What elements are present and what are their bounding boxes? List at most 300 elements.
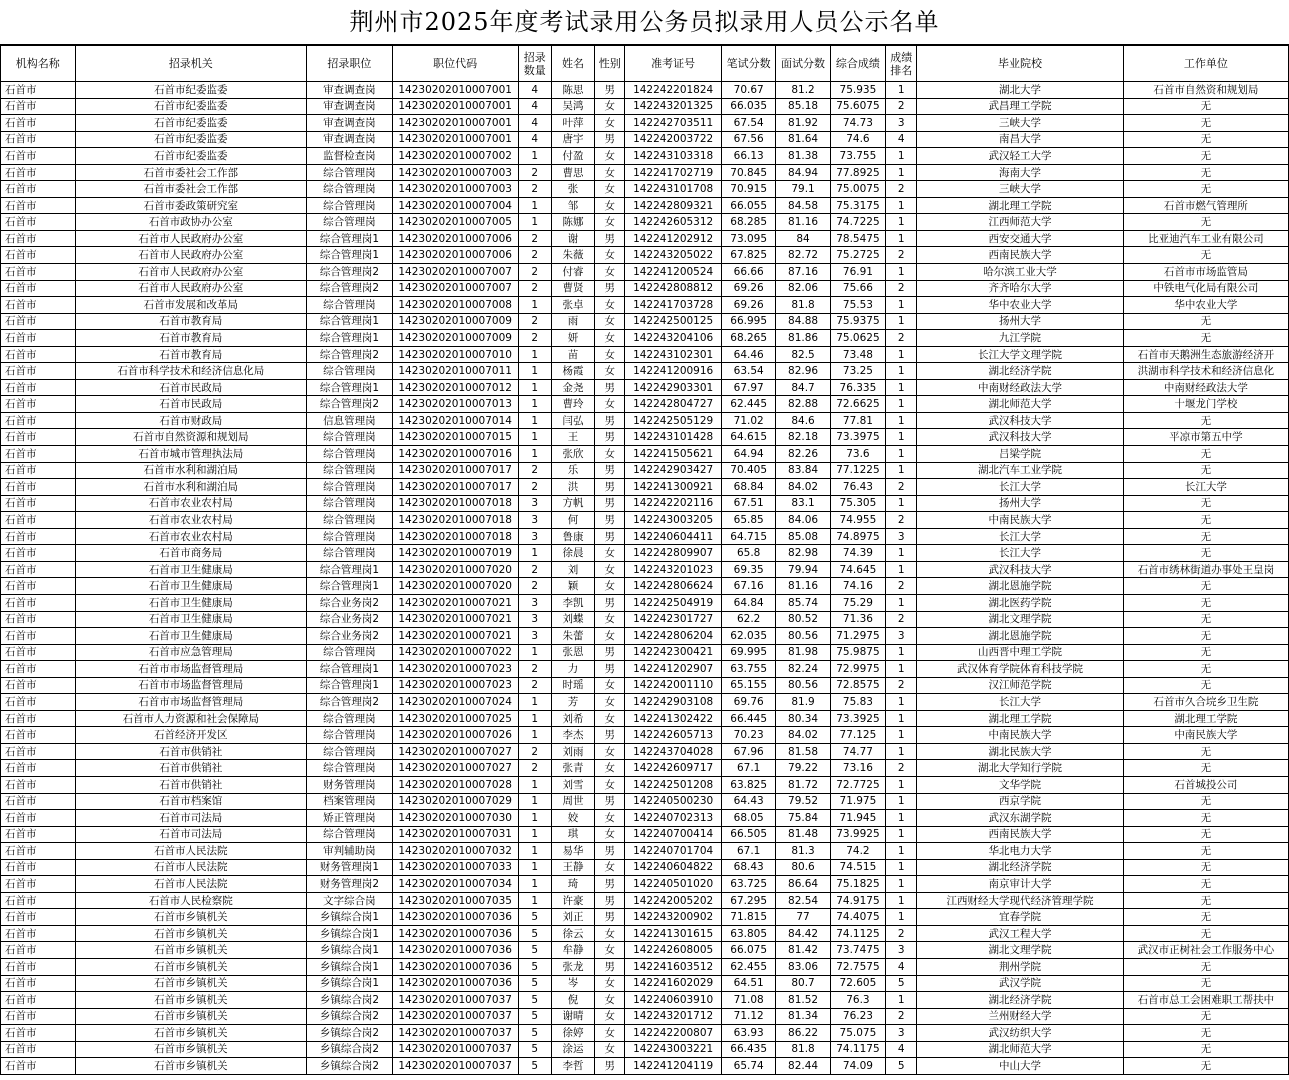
cell-position: 综合业务岗2 xyxy=(307,611,393,628)
cell-name: 朱薇 xyxy=(551,247,594,264)
cell-school: 江西师范大学 xyxy=(917,214,1123,231)
cell-written-score: 68.265 xyxy=(721,330,775,347)
cell-total-score: 73.48 xyxy=(830,346,885,363)
cell-position: 综合管理岗1 xyxy=(307,561,393,578)
cell-written-score: 66.445 xyxy=(721,710,775,727)
cell-gender: 男 xyxy=(595,892,625,909)
cell-written-score: 70.23 xyxy=(721,727,775,744)
table-row xyxy=(1,776,1289,793)
cell-gender: 女 xyxy=(595,578,625,595)
cell-recruiting-org: 石首市人民政府办公室 xyxy=(75,264,307,281)
cell-position-code: 14230202010007023 xyxy=(392,661,518,678)
cell-position: 综合管理岗 xyxy=(307,363,393,380)
cell-position: 监督检查岗 xyxy=(307,148,393,165)
cell-exam-id: 142242903301 xyxy=(625,379,722,396)
cell-position: 综合管理岗 xyxy=(307,710,393,727)
cell-position: 综合管理岗 xyxy=(307,479,393,496)
cell-total-score: 74.9175 xyxy=(830,892,885,909)
cell-total-score: 78.5475 xyxy=(830,230,885,247)
cell-name: 妍 xyxy=(551,330,594,347)
cell-gender: 男 xyxy=(595,594,625,611)
cell-position-code: 14230202010007018 xyxy=(392,495,518,512)
cell-exam-id: 142241202907 xyxy=(625,661,722,678)
cell-interview-score: 87.16 xyxy=(776,264,830,281)
cell-gender: 女 xyxy=(595,677,625,694)
cell-position-code: 14230202010007013 xyxy=(392,396,518,413)
cell-name: 刘希 xyxy=(551,710,594,727)
cell-quota: 2 xyxy=(518,661,551,678)
cell-gender: 男 xyxy=(595,512,625,529)
cell-position: 审查调查岗 xyxy=(307,82,393,99)
cell-interview-score: 85.74 xyxy=(776,594,830,611)
table-row xyxy=(1,429,1289,446)
cell-total-score: 75.1825 xyxy=(830,876,885,893)
cell-school: 湖北文理学院 xyxy=(917,942,1123,959)
cell-school: 湖北经济学院 xyxy=(917,992,1123,1009)
cell-position: 综合管理岗 xyxy=(307,760,393,777)
cell-recruiting-org: 石首市人力资源和社会保障局 xyxy=(75,710,307,727)
col-header-gender: 性别 xyxy=(595,46,625,82)
cell-exam-id: 142243201325 xyxy=(625,98,722,115)
cell-position-code: 14230202010007022 xyxy=(392,644,518,661)
cell-total-score: 75.305 xyxy=(830,495,885,512)
cell-position-code: 14230202010007010 xyxy=(392,346,518,363)
cell-rank: 2 xyxy=(886,479,917,496)
cell-quota: 1 xyxy=(518,379,551,396)
table-row xyxy=(1,1041,1289,1058)
cell-quota: 1 xyxy=(518,859,551,876)
cell-recruiting-org: 石首市人民检察院 xyxy=(75,892,307,909)
cell-name: 张龙 xyxy=(551,958,594,975)
cell-rank: 2 xyxy=(886,760,917,777)
cell-rank: 1 xyxy=(886,82,917,99)
cell-position-code: 14230202010007004 xyxy=(392,197,518,214)
cell-gender: 女 xyxy=(595,992,625,1009)
cell-workplace: 无 xyxy=(1123,115,1288,132)
cell-position-code: 14230202010007034 xyxy=(392,876,518,893)
cell-total-score: 75.9375 xyxy=(830,313,885,330)
cell-agency: 石首市 xyxy=(1,264,76,281)
cell-workplace: 无 xyxy=(1123,545,1288,562)
cell-position: 综合管理岗1 xyxy=(307,330,393,347)
cell-agency: 石首市 xyxy=(1,379,76,396)
cell-quota: 1 xyxy=(518,446,551,463)
cell-recruiting-org: 石首市乡镇机关 xyxy=(75,925,307,942)
cell-interview-score: 81.52 xyxy=(776,992,830,1009)
cell-school: 湖北医药学院 xyxy=(917,594,1123,611)
cell-position: 综合管理岗 xyxy=(307,181,393,198)
cell-workplace: 无 xyxy=(1123,164,1288,181)
cell-name: 张卓 xyxy=(551,297,594,314)
cell-position: 综合管理岗1 xyxy=(307,313,393,330)
cell-gender: 男 xyxy=(595,412,625,429)
cell-workplace: 无 xyxy=(1123,462,1288,479)
cell-agency: 石首市 xyxy=(1,131,76,148)
table-row xyxy=(1,313,1289,330)
cell-agency: 石首市 xyxy=(1,793,76,810)
cell-position: 财务管理岗 xyxy=(307,776,393,793)
cell-interview-score: 82.98 xyxy=(776,545,830,562)
cell-rank: 1 xyxy=(886,462,917,479)
table-row xyxy=(1,247,1289,264)
cell-gender: 女 xyxy=(595,1008,625,1025)
cell-agency: 石首市 xyxy=(1,214,76,231)
cell-rank: 1 xyxy=(886,545,917,562)
cell-school: 南昌大学 xyxy=(917,131,1123,148)
cell-position-code: 14230202010007006 xyxy=(392,247,518,264)
table-row xyxy=(1,82,1289,99)
cell-written-score: 68.43 xyxy=(721,859,775,876)
cell-position: 综合管理岗 xyxy=(307,495,393,512)
cell-name: 张青 xyxy=(551,760,594,777)
table-row xyxy=(1,611,1289,628)
cell-name: 徐云 xyxy=(551,925,594,942)
cell-written-score: 64.84 xyxy=(721,594,775,611)
cell-quota: 3 xyxy=(518,594,551,611)
cell-gender: 女 xyxy=(595,330,625,347)
cell-written-score: 64.43 xyxy=(721,793,775,810)
cell-rank: 3 xyxy=(886,942,917,959)
cell-quota: 5 xyxy=(518,1008,551,1025)
cell-quota: 5 xyxy=(518,1025,551,1042)
cell-written-score: 63.54 xyxy=(721,363,775,380)
cell-written-score: 69.26 xyxy=(721,297,775,314)
cell-position-code: 14230202010007021 xyxy=(392,611,518,628)
cell-rank: 1 xyxy=(886,826,917,843)
cell-school: 武汉科技大学 xyxy=(917,561,1123,578)
cell-written-score: 64.46 xyxy=(721,346,775,363)
col-header-rank: 成绩排名 xyxy=(886,46,917,82)
cell-quota: 1 xyxy=(518,793,551,810)
cell-rank: 4 xyxy=(886,1041,917,1058)
cell-agency: 石首市 xyxy=(1,743,76,760)
cell-gender: 女 xyxy=(595,710,625,727)
table-row xyxy=(1,561,1289,578)
cell-interview-score: 84.58 xyxy=(776,197,830,214)
cell-agency: 石首市 xyxy=(1,280,76,297)
table-row xyxy=(1,330,1289,347)
cell-agency: 石首市 xyxy=(1,810,76,827)
cell-position-code: 14230202010007028 xyxy=(392,776,518,793)
cell-rank: 3 xyxy=(886,115,917,132)
cell-position-code: 14230202010007001 xyxy=(392,98,518,115)
cell-total-score: 72.7725 xyxy=(830,776,885,793)
cell-position-code: 14230202010007007 xyxy=(392,264,518,281)
cell-total-score: 71.945 xyxy=(830,810,885,827)
cell-gender: 女 xyxy=(595,1041,625,1058)
cell-written-score: 71.815 xyxy=(721,909,775,926)
cell-exam-id: 142243102301 xyxy=(625,346,722,363)
cell-workplace: 无 xyxy=(1123,925,1288,942)
cell-quota: 1 xyxy=(518,214,551,231)
cell-school: 兰州财经大学 xyxy=(917,1008,1123,1025)
cell-quota: 3 xyxy=(518,628,551,645)
cell-school: 武汉科技大学 xyxy=(917,412,1123,429)
col-header-workplace: 工作单位 xyxy=(1123,46,1288,82)
cell-workplace: 无 xyxy=(1123,909,1288,926)
col-header-total-score: 综合成绩 xyxy=(830,46,885,82)
cell-gender: 男 xyxy=(595,909,625,926)
cell-rank: 1 xyxy=(886,148,917,165)
cell-school: 三峡大学 xyxy=(917,181,1123,198)
cell-total-score: 71.36 xyxy=(830,611,885,628)
cell-agency: 石首市 xyxy=(1,363,76,380)
cell-exam-id: 142240700414 xyxy=(625,826,722,843)
cell-quota: 1 xyxy=(518,826,551,843)
cell-agency: 石首市 xyxy=(1,297,76,314)
cell-recruiting-org: 石首市乡镇机关 xyxy=(75,942,307,959)
cell-exam-id: 142242300421 xyxy=(625,644,722,661)
cell-workplace: 十堰龙门学校 xyxy=(1123,396,1288,413)
cell-position-code: 14230202010007011 xyxy=(392,363,518,380)
cell-school: 湖北经济学院 xyxy=(917,859,1123,876)
cell-school: 海南大学 xyxy=(917,164,1123,181)
cell-position-code: 14230202010007003 xyxy=(392,164,518,181)
cell-agency: 石首市 xyxy=(1,561,76,578)
cell-quota: 4 xyxy=(518,98,551,115)
cell-written-score: 64.615 xyxy=(721,429,775,446)
cell-rank: 5 xyxy=(886,975,917,992)
cell-exam-id: 142242202116 xyxy=(625,495,722,512)
cell-name: 张 xyxy=(551,181,594,198)
cell-total-score: 74.7225 xyxy=(830,214,885,231)
table-row xyxy=(1,446,1289,463)
cell-agency: 石首市 xyxy=(1,925,76,942)
cell-position-code: 14230202010007029 xyxy=(392,793,518,810)
cell-recruiting-org: 石首市司法局 xyxy=(75,810,307,827)
cell-position: 综合管理岗1 xyxy=(307,578,393,595)
cell-quota: 5 xyxy=(518,1058,551,1075)
cell-total-score: 74.77 xyxy=(830,743,885,760)
cell-position-code: 14230202010007037 xyxy=(392,992,518,1009)
cell-rank: 1 xyxy=(886,644,917,661)
cell-gender: 男 xyxy=(595,479,625,496)
table-row xyxy=(1,710,1289,727)
cell-position-code: 14230202010007020 xyxy=(392,561,518,578)
cell-name: 叶萍 xyxy=(551,115,594,132)
cell-rank: 1 xyxy=(886,810,917,827)
cell-total-score: 73.16 xyxy=(830,760,885,777)
cell-exam-id: 142242903427 xyxy=(625,462,722,479)
cell-interview-score: 81.72 xyxy=(776,776,830,793)
cell-interview-score: 81.58 xyxy=(776,743,830,760)
cell-exam-id: 142240604411 xyxy=(625,528,722,545)
cell-quota: 5 xyxy=(518,942,551,959)
cell-exam-id: 142242201824 xyxy=(625,82,722,99)
cell-gender: 女 xyxy=(595,694,625,711)
cell-gender: 女 xyxy=(595,561,625,578)
cell-gender: 男 xyxy=(595,876,625,893)
cell-interview-score: 86.64 xyxy=(776,876,830,893)
cell-school: 荆州学院 xyxy=(917,958,1123,975)
cell-school: 湖北汽车工业学院 xyxy=(917,462,1123,479)
cell-position-code: 14230202010007008 xyxy=(392,297,518,314)
cell-name: 时瑶 xyxy=(551,677,594,694)
cell-workplace: 石首城投公司 xyxy=(1123,776,1288,793)
cell-quota: 2 xyxy=(518,280,551,297)
cell-agency: 石首市 xyxy=(1,495,76,512)
cell-recruiting-org: 石首市乡镇机关 xyxy=(75,958,307,975)
cell-position: 综合管理岗 xyxy=(307,512,393,529)
cell-workplace: 石首市天鹅洲生态旅游经济开 xyxy=(1123,346,1288,363)
cell-recruiting-org: 石首市乡镇机关 xyxy=(75,992,307,1009)
cell-interview-score: 80.56 xyxy=(776,677,830,694)
cell-school: 华中农业大学 xyxy=(917,297,1123,314)
cell-total-score: 74.515 xyxy=(830,859,885,876)
cell-interview-score: 79.52 xyxy=(776,793,830,810)
cell-written-score: 63.755 xyxy=(721,661,775,678)
cell-exam-id: 142243003205 xyxy=(625,512,722,529)
cell-interview-score: 81.64 xyxy=(776,131,830,148)
cell-gender: 女 xyxy=(595,859,625,876)
cell-gender: 女 xyxy=(595,363,625,380)
cell-interview-score: 82.72 xyxy=(776,247,830,264)
cell-total-score: 75.6075 xyxy=(830,98,885,115)
cell-agency: 石首市 xyxy=(1,181,76,198)
table-row xyxy=(1,1025,1289,1042)
cell-position-code: 14230202010007009 xyxy=(392,330,518,347)
cell-name: 李哲 xyxy=(551,1058,594,1075)
cell-written-score: 71.12 xyxy=(721,1008,775,1025)
cell-gender: 女 xyxy=(595,247,625,264)
cell-school: 九江学院 xyxy=(917,330,1123,347)
cell-school: 武汉科技大学 xyxy=(917,429,1123,446)
cell-written-score: 63.725 xyxy=(721,876,775,893)
cell-exam-id: 142241202912 xyxy=(625,230,722,247)
cell-quota: 3 xyxy=(518,495,551,512)
cell-interview-score: 79.22 xyxy=(776,760,830,777)
cell-name: 许豪 xyxy=(551,892,594,909)
cell-position: 综合管理岗2 xyxy=(307,264,393,281)
cell-school: 南京审计大学 xyxy=(917,876,1123,893)
cell-workplace: 中南财经政法大学 xyxy=(1123,379,1288,396)
cell-rank: 1 xyxy=(886,379,917,396)
cell-gender: 男 xyxy=(595,429,625,446)
cell-written-score: 71.02 xyxy=(721,412,775,429)
cell-rank: 1 xyxy=(886,396,917,413)
cell-total-score: 75.935 xyxy=(830,82,885,99)
cell-recruiting-org: 石首市发展和改革局 xyxy=(75,297,307,314)
cell-name: 乐 xyxy=(551,462,594,479)
cell-interview-score: 80.7 xyxy=(776,975,830,992)
cell-quota: 2 xyxy=(518,230,551,247)
cell-total-score: 77.81 xyxy=(830,412,885,429)
cell-exam-id: 142242005202 xyxy=(625,892,722,909)
table-row xyxy=(1,958,1289,975)
cell-recruiting-org: 石首市人民政府办公室 xyxy=(75,247,307,264)
cell-name: 徐晨 xyxy=(551,545,594,562)
cell-workplace: 无 xyxy=(1123,958,1288,975)
cell-recruiting-org: 石首市应急管理局 xyxy=(75,644,307,661)
cell-name: 力 xyxy=(551,661,594,678)
cell-position-code: 14230202010007027 xyxy=(392,743,518,760)
cell-recruiting-org: 石首市乡镇机关 xyxy=(75,1008,307,1025)
cell-agency: 石首市 xyxy=(1,429,76,446)
cell-exam-id: 142242806624 xyxy=(625,578,722,595)
cell-name: 何 xyxy=(551,512,594,529)
cell-quota: 1 xyxy=(518,776,551,793)
cell-workplace: 无 xyxy=(1123,594,1288,611)
cell-quota: 5 xyxy=(518,958,551,975)
cell-gender: 男 xyxy=(595,958,625,975)
cell-workplace: 平凉市第五中学 xyxy=(1123,429,1288,446)
cell-exam-id: 142242809907 xyxy=(625,545,722,562)
cell-quota: 1 xyxy=(518,346,551,363)
cell-gender: 女 xyxy=(595,346,625,363)
cell-school: 湖北文理学院 xyxy=(917,611,1123,628)
cell-agency: 石首市 xyxy=(1,892,76,909)
cell-name: 芳 xyxy=(551,694,594,711)
cell-quota: 5 xyxy=(518,975,551,992)
cell-written-score: 70.405 xyxy=(721,462,775,479)
cell-position: 综合管理岗 xyxy=(307,545,393,562)
cell-quota: 1 xyxy=(518,297,551,314)
cell-recruiting-org: 石首市纪委监委 xyxy=(75,148,307,165)
cell-interview-score: 81.9 xyxy=(776,694,830,711)
cell-recruiting-org: 石首市供销社 xyxy=(75,776,307,793)
cell-written-score: 70.67 xyxy=(721,82,775,99)
cell-gender: 女 xyxy=(595,197,625,214)
table-row xyxy=(1,661,1289,678)
cell-written-score: 65.85 xyxy=(721,512,775,529)
cell-total-score: 75.0075 xyxy=(830,181,885,198)
cell-workplace: 中南民族大学 xyxy=(1123,727,1288,744)
cell-written-score: 68.05 xyxy=(721,810,775,827)
table-row xyxy=(1,131,1289,148)
cell-interview-score: 82.54 xyxy=(776,892,830,909)
cell-quota: 1 xyxy=(518,727,551,744)
cell-school: 武汉轻工大学 xyxy=(917,148,1123,165)
cell-exam-id: 142242003722 xyxy=(625,131,722,148)
cell-exam-id: 142241602029 xyxy=(625,975,722,992)
cell-school: 西安交通大学 xyxy=(917,230,1123,247)
cell-school: 西京学院 xyxy=(917,793,1123,810)
cell-agency: 石首市 xyxy=(1,1025,76,1042)
cell-quota: 1 xyxy=(518,363,551,380)
cell-written-score: 69.995 xyxy=(721,644,775,661)
table-row xyxy=(1,793,1289,810)
cell-recruiting-org: 石首市教育局 xyxy=(75,313,307,330)
cell-gender: 男 xyxy=(595,644,625,661)
cell-written-score: 65.8 xyxy=(721,545,775,562)
cell-written-score: 70.915 xyxy=(721,181,775,198)
cell-total-score: 76.43 xyxy=(830,479,885,496)
cell-position: 综合管理岗1 xyxy=(307,230,393,247)
cell-name: 谢 xyxy=(551,230,594,247)
cell-position: 乡镇综合岗1 xyxy=(307,925,393,942)
cell-workplace: 无 xyxy=(1123,1025,1288,1042)
cell-workplace: 无 xyxy=(1123,181,1288,198)
cell-agency: 石首市 xyxy=(1,528,76,545)
cell-name: 涂运 xyxy=(551,1041,594,1058)
table-row xyxy=(1,694,1289,711)
cell-interview-score: 81.8 xyxy=(776,297,830,314)
cell-interview-score: 84.02 xyxy=(776,727,830,744)
cell-gender: 女 xyxy=(595,760,625,777)
cell-name: 李凯 xyxy=(551,594,594,611)
cell-school: 长江大学 xyxy=(917,545,1123,562)
cell-rank: 1 xyxy=(886,446,917,463)
cell-school: 湖北师范大学 xyxy=(917,396,1123,413)
cell-total-score: 76.91 xyxy=(830,264,885,281)
cell-total-score: 77.1225 xyxy=(830,462,885,479)
cell-rank: 1 xyxy=(886,412,917,429)
cell-position-code: 14230202010007031 xyxy=(392,826,518,843)
cell-recruiting-org: 石首市卫生健康局 xyxy=(75,594,307,611)
cell-name: 易华 xyxy=(551,843,594,860)
cell-name: 谢晴 xyxy=(551,1008,594,1025)
cell-position: 综合业务岗2 xyxy=(307,628,393,645)
